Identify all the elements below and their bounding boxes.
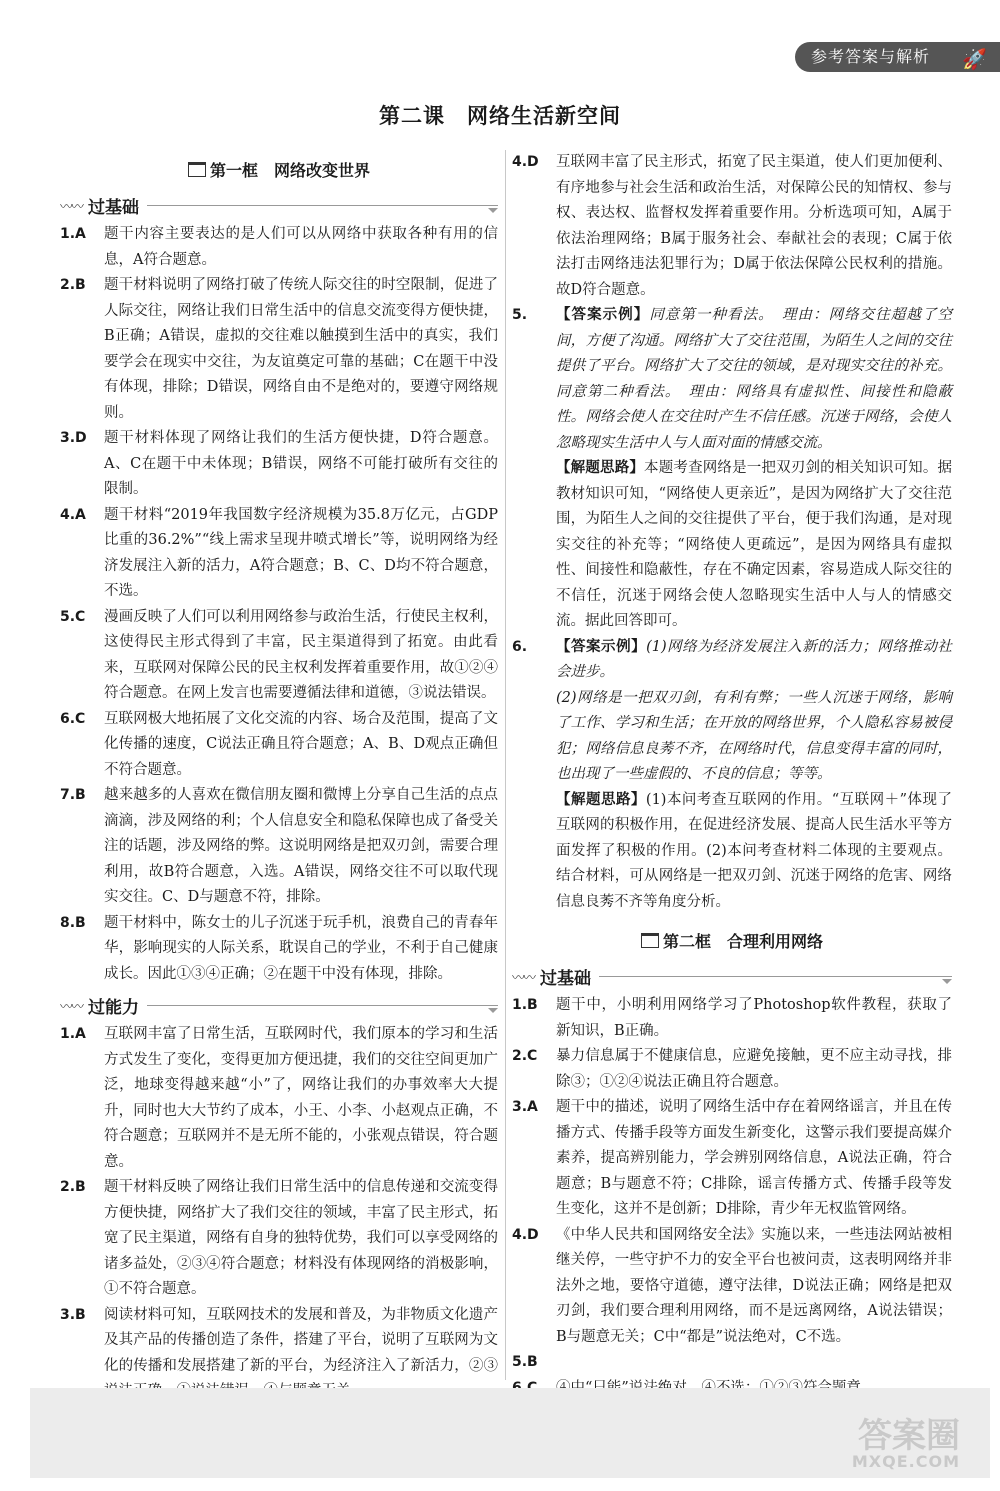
wave-icon: 〰〰	[60, 200, 83, 215]
frame1-title-text: 第一框 网络改变世界	[209, 161, 370, 180]
answer-item	[60, 426, 498, 503]
top-bar	[0, 0, 1000, 70]
answer-text: 题干中的描述，说明了网络生活中存在着网络谣言，并且在传播方式、传播手段等方面发生新变化，这警示我们要提高媒介素养，提高辨别能力，学会辨别网络信息，A说法正确，符合题意；B与题意不符；C排除，谣言传播方式、传播手段等发生变化，这并不是创新；D排除，青少年无权监管网络。	[556, 1099, 952, 1217]
answer-num: 1.A	[60, 1026, 86, 1042]
left-column	[60, 150, 498, 1405]
answer-text: 阅读材料可知，互联网技术的发展和普及，为非物质文化遗产及其产品的传播创造了条件，搭建了平台，说明了互联网为文化的传播和发展搭建了新的平台，为经济注入了新活力，②③	[104, 1306, 498, 1374]
section-basic-2	[512, 964, 952, 989]
answer-item	[60, 911, 498, 988]
answer-item	[60, 783, 498, 911]
answer-item	[512, 1095, 952, 1223]
answer-num: 3.D	[60, 430, 87, 446]
answer-num: 4.A	[60, 506, 86, 523]
answer-text: 题干材料反映了网络让我们日常生活中的信息传递和交流变得方便快捷，网络扩大了我们交往的领域，丰富了民主形式，拓宽了民主渠道，网络有自身的独特优势，我们可以享受网络的诸多益处，②③④符合题意；材料没有体现网络的消极影响，①不符合题意。	[104, 1179, 498, 1297]
answer-text	[556, 635, 952, 916]
answer-num: 5.	[512, 307, 528, 323]
answer-text: 《中华人民共和国网络安全法》实施以来，一些违法网站被相继关停，一些守护不力的安全平台也被问责，这表明网络并非法外之地，要恪守道德，遵守法律，D说法正确；网络是把双刃剑，我们要合理利用网络，而不是远离网络，A说法错误；B与题意无关；C中“都是”说法绝对，C不选。	[556, 1226, 952, 1345]
section-rule	[147, 1005, 498, 1006]
right-column	[512, 150, 952, 1401]
solution-text: (1)本问考查互联网的作用。“互联网＋”体现了互联网的积极作用，在促进经济发展、提高人民生活水平等方面发挥了积极的作用。(2)本问考查材料二体现的主要观点。结合材料，可从网络是一把双刃剑、沉迷于网络的危害、网络信息良莠不齐等角度分析。	[556, 791, 952, 910]
answer-text: 题干内容主要表达的是人们可以从网络中获取各种有用的信息，A符合题意。	[104, 226, 498, 268]
answer-item	[60, 222, 498, 273]
answer-num: 7.B	[60, 787, 86, 803]
answer-text: 题干中，小明利用网络学习了Photoshop软件教程，获取了新知识，B正确。	[556, 997, 952, 1039]
section-label: 过能力	[88, 998, 140, 1018]
answer-num: 2.B	[60, 277, 86, 293]
answer-num: 2.B	[60, 1179, 86, 1195]
answer-num: 3.A	[512, 1099, 538, 1115]
answer-item	[60, 605, 498, 707]
folder-icon	[188, 162, 206, 177]
solution-text: 本题考查网络是一把双刃剑的相关知识可知。据教材知识可知，“网络使人更亲近”，是因为网络扩大了交往范围，为陌生人之间的交往提供了平台，便于我们沟通，是对现实交往的补充等；“网络使人更疏远”，是因为网络具有虚拟性、间接性和隐蔽性，存在不确定因素，容易造成人际交往的不信任，沉迷于网络会使人忽略现实生活中人与人的情感交流。据此回答即可。	[556, 460, 953, 629]
answer-num: 5.B	[512, 1354, 538, 1370]
answer-item	[60, 707, 498, 784]
answer-text: 互联网丰富了日常生活，互联网时代，我们原本的学习和生活方式发生了变化，变得更加方便迅捷，我们的交往空间更加广泛，地球变得越来越“小”了，网络让我们的办事效率大大提升，同时也大大节约了成本，小王、小李、小赵观点正确，不符合题意；互联网并不是无所不能的，小张观点错误，符合题意。	[104, 1026, 498, 1170]
answer-num: 4.D	[512, 1226, 539, 1243]
frame1-title	[60, 158, 498, 181]
answer-num: 1.B	[512, 997, 538, 1013]
answer-text: 漫画反映了人们可以利用网络参与政治生活，行使民主权利，这使得民主形式得到了丰富，民主渠道得到了拓宽。由此看来，互联网对保障公民的民主权利发挥着重要作用，故①②④符合题意。在网上发言也需要遵循法律和道德，③说法错误。	[104, 608, 498, 701]
section-ability-1	[60, 993, 498, 1018]
section-label: 过基础	[540, 969, 592, 989]
answer-item	[512, 1223, 952, 1351]
answer-example-text-2: (2)网络是一把双刃剑，有利有弊；一些人沉迷于网络，影响了工作、学习和生活；在开放的网络世界，个人隐私容易被侵犯；网络信息良莠不齐，在网络时代，信息变得丰富的同时，也出现了一些虚假的、不良的信息；等等。	[556, 689, 952, 782]
column-divider	[505, 150, 506, 1380]
answer-item	[60, 503, 498, 605]
answer-text: 互联网丰富了民主形式，拓宽了民主渠道，使人们更加便利、有序地参与社会生活和政治生活，对保障公民的知情权、参与权、表达权、监督权发挥着重要作用。分析选项可知，A属于依法治理网络；B属于服务社会、奉献社会的表现；C属于依法打击网络违法犯罪行为；D属于依法保障公民权利的措施。故D符合题意。	[556, 154, 952, 298]
answer-num: 8.B	[60, 914, 86, 931]
answer-item	[512, 303, 952, 635]
answer-text: 题干材料“2019年我国数字经济规模为35.8万亿元，占GDP比重的36.2%”“线上需求呈现井喷式增长”等，说明网络为经济发展注入新的活力，A符合题意；B、C、D均不符合题意，不选。	[104, 506, 498, 599]
answer-num: 4.D	[512, 154, 539, 170]
answer-item	[512, 150, 952, 303]
wave-icon: 〰〰	[512, 971, 535, 986]
answer-text: 题干材料体现了网络让我们的生活方便快捷，D符合题意。A、C在题干中未体现；B错误，网络不可能打破所有交往的限制。	[104, 430, 498, 497]
answer-item	[60, 1022, 498, 1175]
answer-item	[512, 1044, 952, 1095]
answer-text: 互联网极大地拓展了文化交流的内容、场合及范围，提高了文化传播的速度，C说法正确且符合题意；A、B、D观点正确但不符合题意。	[104, 710, 498, 778]
solution-tag: 【解题思路】	[556, 791, 646, 808]
answer-num: 5.C	[60, 608, 86, 625]
frame2-title-text: 第二框 合理利用网络	[662, 932, 823, 951]
answer-text: 题干材料说明了网络打破了传统人际交往的时空限制，促进了人际交往，网络让我们日常生活中的信息交流变得方便快捷，B正确；A错误，虚拟的交往难以触摸到生活中的真实，我们要学会在现实中交往，为友谊奠定可靠的基础；C在题干中没有体现，排除；D错误，网络自由不是绝对的，要遵守网络规则。	[104, 277, 498, 421]
answer-num: 1.A	[60, 226, 86, 242]
watermark-site: MXQE.COM	[851, 1452, 960, 1471]
answer-text: 越来越多的人喜欢在微信朋友圈和微博上分享自己生活的点点滴滴，涉及网络的利；个人信息安全和隐私保障也成了备受关注的话题，涉及网络的弊。这说明网络是把双刃剑，需要合理利用，故B符合题意，入选。A错误，网络交往不可以取代现实交往。C、D与题意不符，排除。	[104, 787, 498, 905]
folder-icon	[641, 933, 659, 948]
answer-item	[512, 993, 952, 1044]
answer-text: 题干材料中，陈女士的儿子沉迷于玩手机，浪费自己的青春年华，影响现实的人际关系，耽误自己的学业，不利于自己健康成长。因此①③④正确；②在题干中没有体现，排除。	[104, 914, 498, 982]
answer-num: 2.C	[512, 1048, 538, 1064]
answer-text: 暴力信息属于不健康信息，应避免接触，更不应主动寻找，排除③；①②④说法正确且符合题意。	[556, 1048, 952, 1090]
section-rule	[599, 976, 952, 977]
frame2-title	[512, 929, 952, 952]
header-tag	[795, 42, 1000, 72]
header-tag-label: 参考答案与解析	[811, 47, 931, 66]
watermark-logo: 答案圈	[858, 1416, 960, 1456]
answer-example-text: (1)网络为经济发展注入新的活力；网络推动社会进步。	[556, 638, 952, 680]
solution-tag: 【解题思路】	[556, 460, 645, 476]
answer-item	[60, 1175, 498, 1303]
answer-num: 3.B	[60, 1306, 86, 1323]
answer-item	[60, 273, 498, 426]
section-rule	[147, 205, 498, 206]
bottom-band	[30, 1388, 990, 1478]
answer-example-tag: 【答案示例】	[556, 307, 650, 323]
page-title: 第二课 网络生活新空间	[379, 104, 621, 128]
answer-text	[556, 303, 952, 635]
answer-example-tag: 【答案示例】	[556, 638, 647, 655]
answer-example-text: 同意第一种看法。 理由：网络交往超越了空间，方便了沟通。网络扩大了交往范围，为陌生人之间的交往提供了平台。网络扩大了交往的领域，是对现实交往的补充。同意第二种看法。 理由：网络具有虚拟性、间接性和隐蔽性。网络会使人在交往时产生不信任感。沉迷于网络，会使人忽略现实生活中人与人面对面的情感交流。	[556, 307, 953, 451]
answer-num: 6.C	[60, 710, 86, 727]
section-label: 过基础	[88, 198, 140, 218]
answer-item	[512, 635, 952, 916]
answer-text	[556, 1350, 952, 1376]
wave-icon: 〰〰	[60, 1000, 83, 1015]
answer-item	[512, 1350, 952, 1376]
section-basic-1	[60, 193, 498, 218]
rocket-icon: 🚀	[962, 47, 988, 71]
answer-num: 6.	[512, 638, 528, 655]
